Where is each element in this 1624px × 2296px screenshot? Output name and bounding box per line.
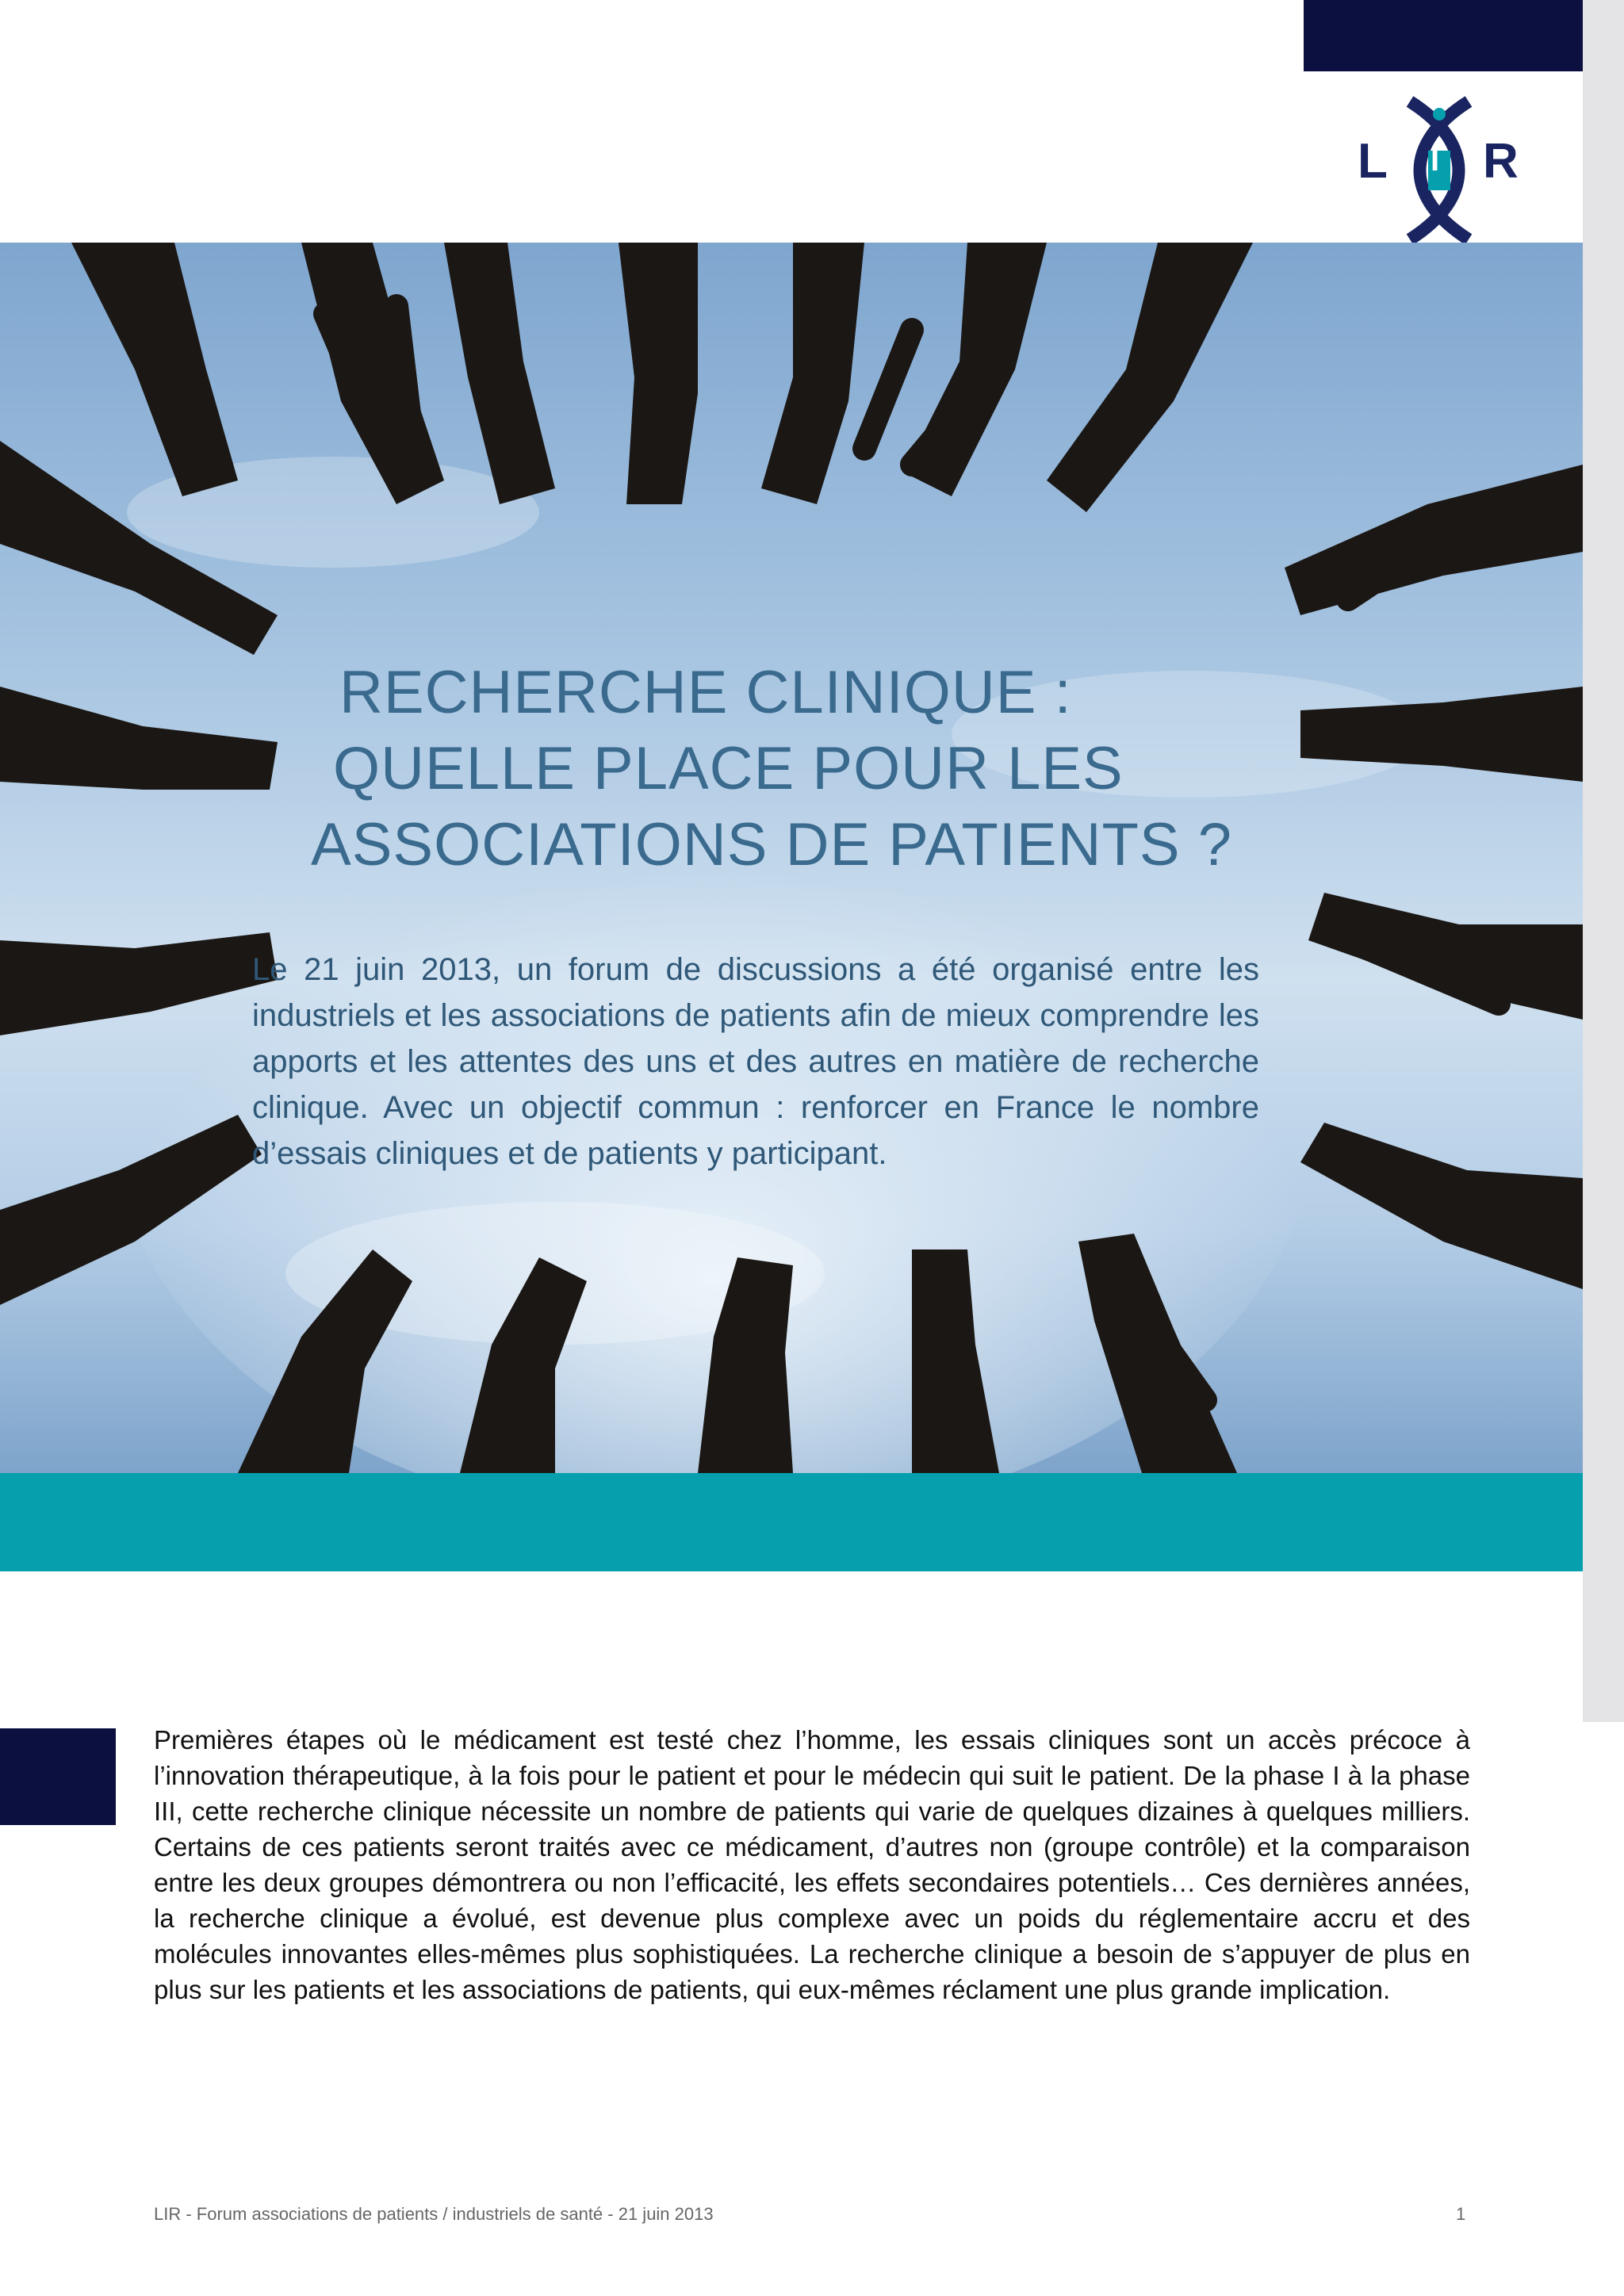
hero-image xyxy=(0,243,1583,1473)
hero-intro-paragraph: Le 21 juin 2013, un forum de discussions a été organisé entre les industriels et les associations de patients afin de mieux comprendre les apports et les attentes des uns et des autres en matière de recherche clinique. Avec un objectif commun : renforcer en France le nombre d’essais cliniques et de patients y participant. xyxy=(252,952,1259,1171)
top-navy-bar xyxy=(1304,0,1583,71)
teal-band xyxy=(0,1473,1583,1571)
logo-letter-l: L xyxy=(1358,134,1388,189)
footer-text: LIR - Forum associations de patients / industriels de santé - 21 juin 2013 xyxy=(154,2204,714,2224)
hero-title-line-1: RECHERCHE CLINIQUE : xyxy=(339,659,1072,726)
logo-letter-i: I xyxy=(1431,143,1440,178)
hero-title-line-3: ASSOCIATIONS DE PATIENTS ? xyxy=(311,811,1232,878)
logo-letter-r: R xyxy=(1483,134,1519,189)
hero-title xyxy=(0,655,1583,883)
right-gray-strip xyxy=(1583,0,1624,1722)
navy-side-marker xyxy=(0,1728,116,1825)
page-number: 1 xyxy=(1456,2204,1466,2224)
body-paragraph: Premières étapes où le médicament est testé chez l’homme, les essais cliniques sont un accès précoce à l’innovation thérapeutique, à la fois pour le patient et pour le médecin qui suit le patient. De la phase I à la phase III, cette recherche clinique nécessite un nombre de patients qui varie de quelques dizaines à quelques milliers. Certains de ces patients seront traités avec ce médicament, d’autres non (groupe contrôle) et la comparaison entre les deux groupes démontrera ou non l’efficacité, les effets secondaires potentiels… Ces dernières années, la recherche clinique a évolué, est devenue plus complexe avec un poids du réglementaire accru et des molécules innovantes elles-mêmes plus sophistiquées. La recherche clinique a besoin de s’appuyer de plus en plus sur les patients et les associations de patients, qui eux-mêmes réclament une plus grande implication. xyxy=(154,1725,1470,2004)
hero-title-line-2: QUELLE PLACE POUR LES xyxy=(333,735,1124,802)
lir-logo xyxy=(1348,95,1530,246)
